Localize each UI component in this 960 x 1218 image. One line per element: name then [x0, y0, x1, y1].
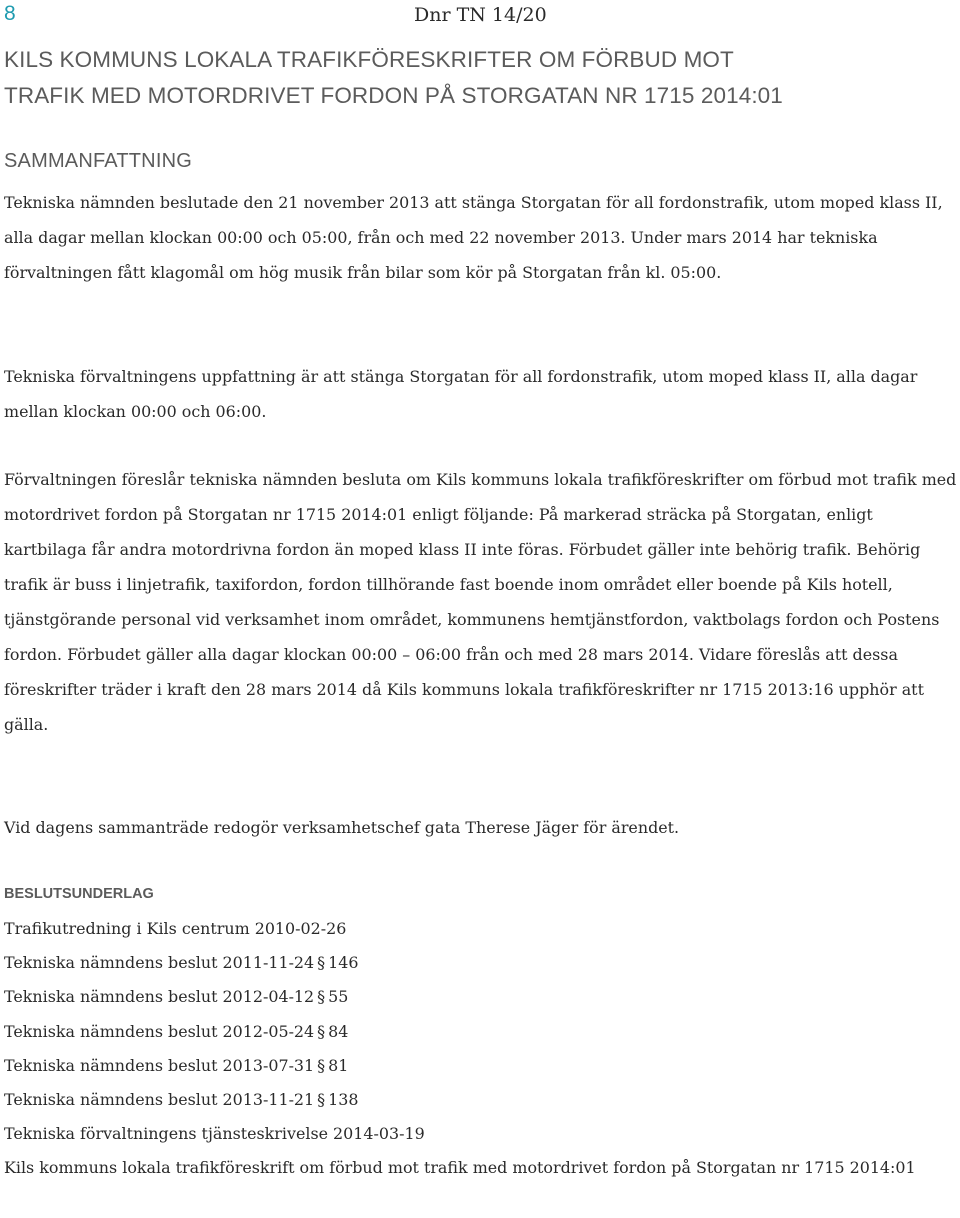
- section-symbol: §: [317, 1090, 326, 1110]
- document-title-line-2: TRAFIK MED MOTORDRIVET FORDON PÅ STORGATAN NR 1715 2014:01: [4, 83, 783, 108]
- section-symbol: §: [317, 953, 326, 973]
- decision-basis-item-ref: 84: [328, 1021, 349, 1041]
- decision-basis-item-ref: 55: [328, 987, 349, 1007]
- decision-basis-heading: BESLUTSUNDERLAG: [4, 886, 154, 902]
- decision-basis-item-text: Tekniska nämndens beslut 2013-11-21: [4, 1090, 315, 1110]
- decision-basis-item: [4, 980, 960, 1014]
- decision-basis-item-ref: 146: [328, 953, 359, 973]
- registration-number: Dnr TN 14/20: [414, 4, 547, 26]
- decision-basis-item: [4, 1015, 960, 1049]
- decision-basis-item-text: Trafikutredning i Kils centrum 2010-02-26: [4, 919, 347, 938]
- decision-basis-item: [4, 1083, 960, 1117]
- section-symbol: §: [317, 1021, 326, 1041]
- decision-basis-item-text: Tekniska nämndens beslut 2011-11-24: [4, 953, 315, 973]
- decision-basis-item: [4, 1049, 960, 1083]
- decision-basis-item-text: Kils kommuns lokala trafikföreskrift om förbud mot trafik med motordrivet fordon på Storgatan nr 1715 2014:01: [4, 1158, 916, 1178]
- decision-basis-item-text: Tekniska förvaltningens tjänsteskrivelse 2014-03-19: [4, 1124, 425, 1144]
- page-number: 8: [4, 2, 16, 25]
- summary-paragraph-2: Tekniska förvaltningens uppfattning är att stänga Storgatan för all fordonstrafik, utom moped klass II, alla dagar mellan klockan 00:00 och 06:00.: [4, 367, 918, 421]
- summary-paragraph-4: Vid dagens sammanträde redogör verksamhetschef gata Therese Jäger för ärendet.: [4, 818, 680, 837]
- decision-basis-list: [4, 912, 960, 1186]
- summary-paragraph-1: Tekniska nämnden beslutade den 21 november 2013 att stänga Storgatan för all fordonstrafik, utom moped klass II, alla dagar mellan klockan 00:00 och 05:00, från och med 22 november 2013. Under mars 2014 har tekniska förvaltningen fått klagomål om hög musik från bilar som kör på Storgatan från kl. 05:00.: [4, 193, 943, 282]
- page-header: [4, 2, 956, 32]
- decision-basis-item-text: Tekniska nämndens beslut 2012-05-24: [4, 1021, 315, 1041]
- decision-basis-item-text: Tekniska nämndens beslut 2012-04-12: [4, 987, 315, 1007]
- document-title: [4, 42, 956, 114]
- decision-basis-item: [4, 1151, 960, 1185]
- document-title-line-1: KILS KOMMUNS LOKALA TRAFIKFÖRESKRIFTER OM FÖRBUD MOT: [4, 47, 734, 72]
- section-symbol: §: [317, 987, 326, 1007]
- decision-basis-item: [4, 912, 960, 946]
- decision-basis-item-text: Tekniska nämndens beslut 2013-07-31: [4, 1055, 315, 1075]
- decision-basis-item-ref: 138: [328, 1090, 359, 1110]
- decision-basis-item-ref: 81: [328, 1055, 349, 1075]
- summary-paragraph-3: Förvaltningen föreslår tekniska nämnden besluta om Kils kommuns lokala trafikföreskrifter om förbud mot trafik med motordrivet fordon på Storgatan nr 1715 2014:01 enligt följande: På markerad sträcka på Storgatan, enligt kartbilaga får andra motordrivna fordon än moped klass II inte föras. Förbudet gäller inte behörig trafik. Behörig trafik är buss i linjetrafik, taxifordon, fordon tillhörande fast boende inom området eller boende på Kils hotell, tjänstgörande personal vid verksamhet inom området, kommunens hemtjänstfordon, vaktbolags fordon och Postens fordon. Förbudet gäller alla dagar klockan 00:00 – 06:00 från och med 28 mars 2014. Vidare föreslås att dessa föreskrifter träder i kraft den 28 mars 2014 då Kils kommuns lokala trafikföreskrifter nr 1715 2013:16 upphör att gälla.: [4, 470, 957, 734]
- decision-basis-item: [4, 946, 960, 980]
- section-symbol: §: [317, 1055, 326, 1075]
- decision-basis-item: [4, 1117, 960, 1151]
- summary-heading: SAMMANFATTNING: [4, 150, 192, 172]
